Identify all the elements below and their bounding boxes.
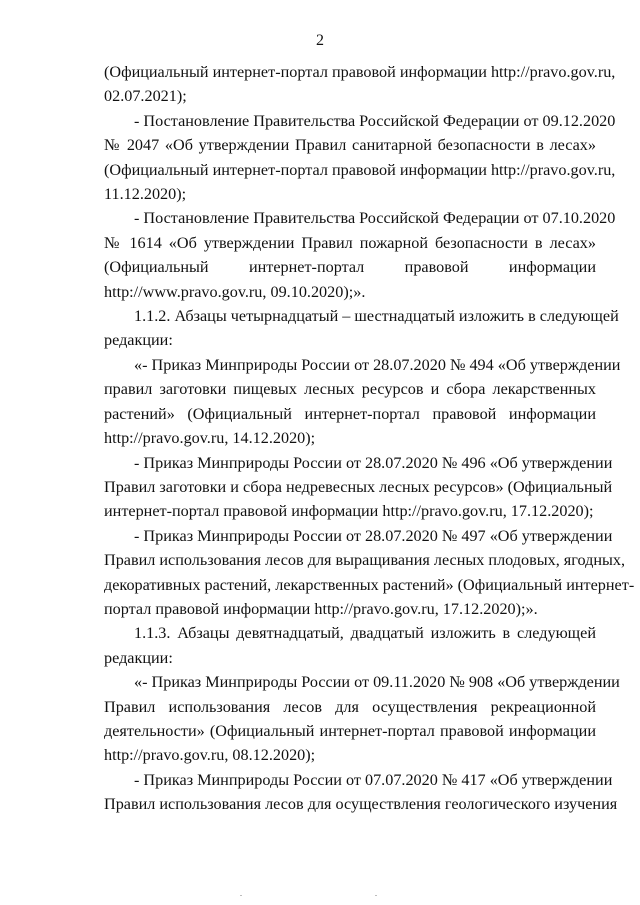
text-line: http://pravo.gov.ru, 08.12.2020);	[104, 746, 316, 765]
text-line: декоративных растений, лекарственных растений» (Официальный интернет-	[104, 575, 635, 594]
text-line: (Официальный интернет-портал правовой информации http://pravo.gov.ru,	[104, 63, 616, 81]
text-line: 1.1.2. Абзацы четырнадцатый – шестнадцатый изложить в следующей	[134, 307, 619, 326]
text-line: растений» (Официальный интернет-портал правовой информации	[104, 404, 596, 423]
text-line: 02.07.2021);	[104, 87, 187, 106]
text-line: http://www.pravo.gov.ru, 09.10.2020);».	[104, 282, 366, 301]
text-line: (Официальный интернет-портал правовой информации http://pravo.gov.ru,	[104, 160, 616, 179]
text-line: 1.1.3. Абзацы девятнадцатый, двадцатый изложить в следующей	[134, 624, 596, 643]
page-number: 2	[316, 32, 324, 49]
text-line: интернет-портал правовой информации http://pravo.gov.ru, 17.12.2020);	[104, 502, 594, 521]
text-line: «- Приказ Минприроды России от 28.07.2020 № 494 «Об утверждении	[134, 355, 621, 374]
text-line: - Приказ Минприроды России от 07.07.2020 № 417 «Об утверждении	[134, 770, 613, 789]
text-line: (Официальный интернет-портал правовой информации	[104, 258, 596, 277]
text-line: редакции:	[104, 648, 173, 667]
text-line: правил заготовки пищевых лесных ресурсов и сбора лекарственных	[104, 380, 596, 399]
text-line: деятельности» (Официальный интернет-портал правовой информации	[104, 721, 596, 740]
text-line: № 1614 «Об утверждении Правил пожарной безопасности в лесах»	[104, 233, 596, 252]
text-line: Правил использования лесов для осуществления рекреационной	[104, 697, 596, 716]
document-body	[104, 60, 635, 817]
text-line: - Постановление Правительства Российской Федерации от 07.10.2020	[134, 209, 616, 228]
text-line: Правил заготовки и сбора недревесных лесных ресурсов» (Официальный	[104, 477, 613, 496]
text-line: портал правовой информации http://pravo.gov.ru, 17.12.2020);».	[104, 599, 538, 618]
text-line: Правил использования лесов для выращивания лесных плодовых, ягодных,	[104, 551, 626, 570]
scan-artifact	[375, 895, 377, 896]
text-line: № 2047 «Об утверждении Правил санитарной безопасности в лесах»	[104, 136, 596, 155]
text-line: «- Приказ Минприроды России от 09.11.2020 № 908 «Об утверждении	[134, 673, 620, 692]
scan-artifact	[240, 895, 242, 896]
text-line: - Приказ Минприроды России от 28.07.2020 № 496 «Об утверждении	[134, 453, 613, 472]
text-line: - Постановление Правительства Российской Федерации от 09.12.2020	[134, 111, 616, 130]
text-line: - Приказ Минприроды России от 28.07.2020 № 497 «Об утверждении	[134, 526, 613, 545]
text-line: Правил использования лесов для осуществления геологического изучения	[104, 795, 618, 814]
text-line: http://pravo.gov.ru, 14.12.2020);	[104, 429, 316, 448]
text-line: 11.12.2020);	[104, 185, 187, 204]
text-line: редакции:	[104, 331, 173, 350]
